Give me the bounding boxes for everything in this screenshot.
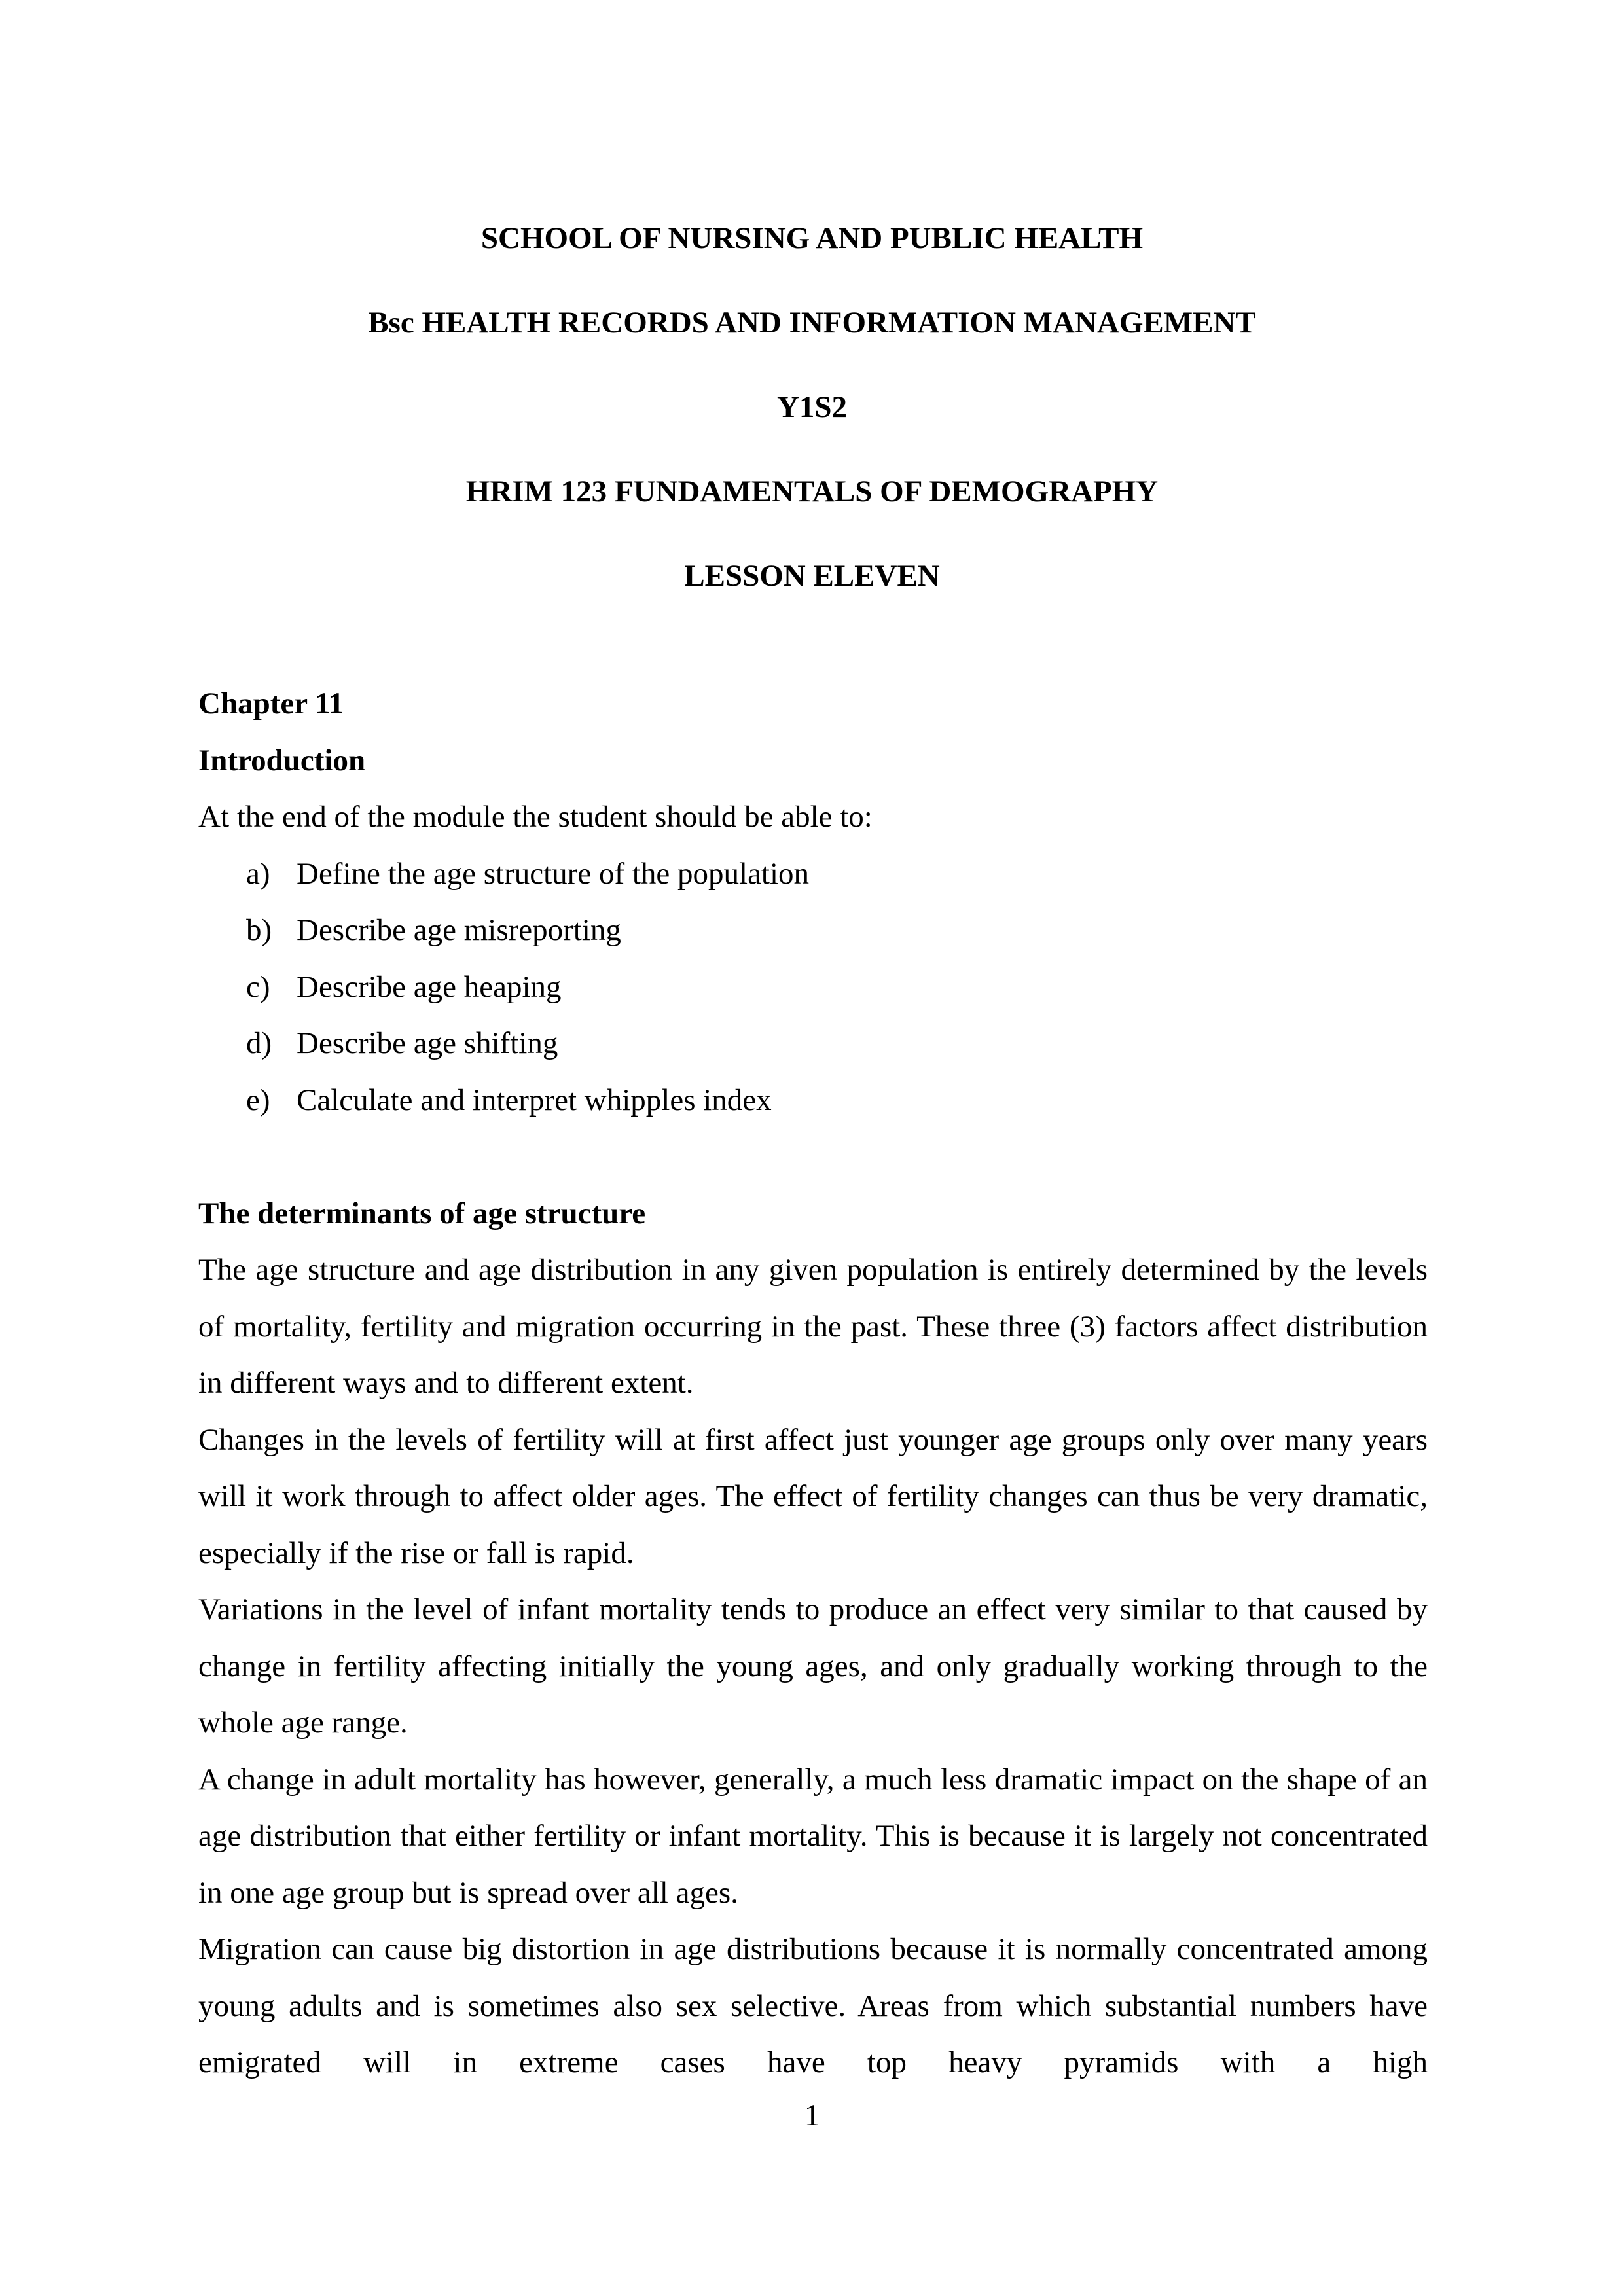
- paragraph: A change in adult mortality has however, generally, a much less dramatic impact on the shape of an age distribution that either fertility or infant mortality. This is because it is largely not concentrated in one age group but is spread over all ages.: [198, 1762, 1428, 1910]
- school-heading: SCHOOL OF NURSING AND PUBLIC HEALTH: [480, 221, 1144, 255]
- term-heading: Y1S2: [776, 390, 848, 424]
- paragraph: The age structure and age distribution in any given population is entirely determined by the levels of mortality, fertility and migration occurring in the past. These three (3) factors affect distribution in different ways and to different extent.: [198, 1253, 1428, 1400]
- lesson-heading: LESSON ELEVEN: [684, 559, 940, 593]
- introduction-lead: At the end of the module the student should be able to:: [198, 800, 873, 834]
- list-item: [198, 846, 1428, 903]
- paragraph: Variations in the level of infant mortality tends to produce an effect very similar to that caused by change in fertility affecting initially the young ages, and only gradually working through to the whole age range.: [198, 1592, 1428, 1740]
- title-block: [0, 221, 1624, 643]
- document-body: [198, 675, 1428, 2091]
- list-marker: c): [246, 969, 270, 1004]
- list-item-text: Describe age heaping: [297, 969, 562, 1004]
- course-heading: HRIM 123 FUNDAMENTALS OF DEMOGRAPHY: [465, 475, 1159, 509]
- page-number: 1: [804, 2098, 820, 2132]
- list-item-text: Describe age misreporting: [297, 913, 621, 947]
- paragraph: Changes in the levels of fertility will at first affect just younger age groups only over many years will it work through to affect older ages. The effect of fertility changes can thus be very dramatic, especially if the rise or fall is rapid.: [198, 1422, 1428, 1570]
- objectives-list: [198, 846, 1428, 1129]
- list-marker: a): [246, 856, 270, 891]
- list-marker: b): [246, 913, 272, 947]
- list-item: [198, 1015, 1428, 1072]
- introduction-heading: Introduction: [198, 743, 366, 778]
- list-item: [198, 1072, 1428, 1129]
- list-item-text: Define the age structure of the population: [297, 856, 810, 891]
- list-marker: e): [246, 1083, 270, 1117]
- list-marker: d): [246, 1026, 272, 1060]
- paragraph: Migration can cause big distortion in age distributions because it is normally concentrated among young adults and is sometimes also sex selective. Areas from which substantial numbers have emigrated will in extreme cases have top heavy pyramids with a high: [198, 1932, 1428, 2079]
- section-heading: The determinants of age structure: [198, 1196, 646, 1230]
- section-spacer: [198, 1128, 1428, 1185]
- list-item: [198, 959, 1428, 1016]
- list-item-text: Calculate and interpret whipples index: [297, 1083, 772, 1117]
- chapter-heading: Chapter 11: [198, 687, 344, 721]
- list-item-text: Describe age shifting: [297, 1026, 558, 1060]
- programme-heading: Bsc HEALTH RECORDS AND INFORMATION MANAGEMENT: [368, 306, 1256, 340]
- list-item: [198, 902, 1428, 959]
